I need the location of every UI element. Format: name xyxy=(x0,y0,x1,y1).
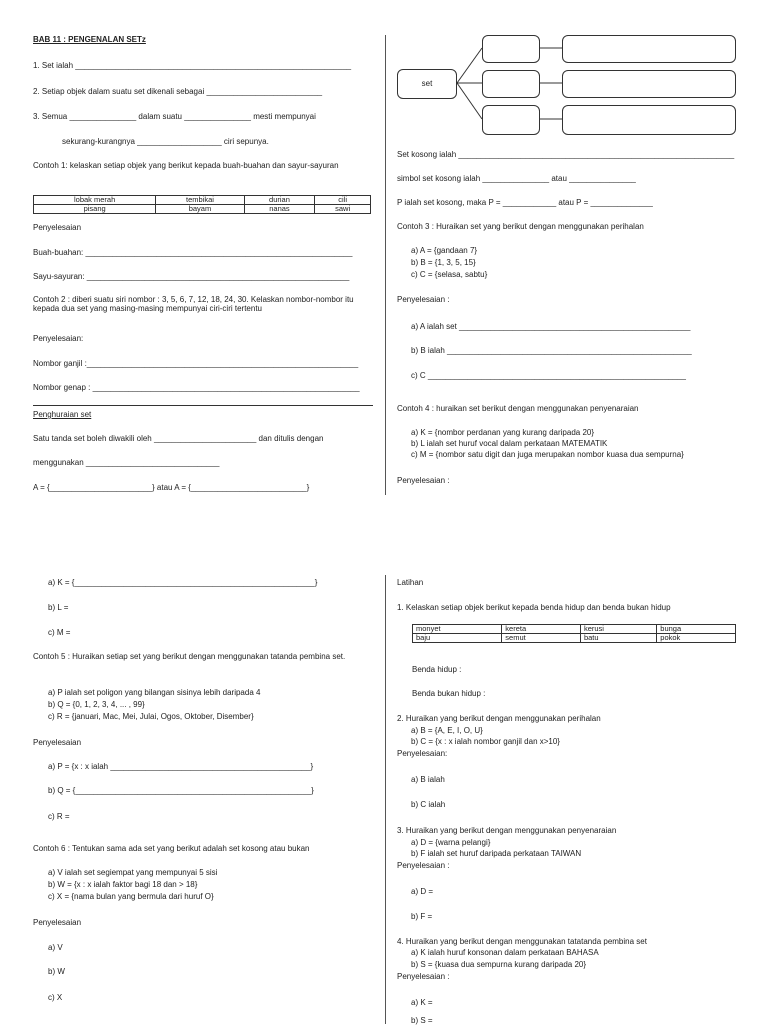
l3-item-b: b) F ialah set huruf daripada perkataan TAIWAN xyxy=(411,849,582,858)
q1-item-1: 1. Set ialah ______________________________________________________________ xyxy=(33,61,352,70)
contoh-1: Contoh 1: kelaskan setiap objek yang berikut kepada buah-buahan dan sayur-sayuran xyxy=(33,161,339,170)
genap-line: Nombor genap : ____________________________________________________________ xyxy=(33,383,360,392)
contoh-5: Contoh 5 : Huraikan setiap set yang berikut dengan menggunakan tatanda pembina set. xyxy=(33,652,346,661)
penyelesaian-label-6: Penyelesaian xyxy=(33,918,82,927)
set-label: set xyxy=(421,79,433,88)
c5-item-a: a) P ialah set poligon yang bilangan sisinya lebih daripada 4 xyxy=(48,688,261,697)
contoh-4: Contoh 4 : huraikan set berikut dengan menggunakan penyenaraian xyxy=(397,404,639,413)
l4-ans-k: a) K = xyxy=(411,998,433,1007)
set-box xyxy=(397,69,457,99)
ganjil-line: Nombor ganjil :_____________________________________________________________ xyxy=(33,359,359,368)
contoh-2: Contoh 2 : diberi suatu siri nombor : 3, 5, 6, 7, 12, 18, 24, 30. Kelaskan nombor-nombor itu kepada dua set yang masing-masing mempunyai ciri-ciri tertentu xyxy=(33,295,354,314)
set-diagram-connectors xyxy=(0,0,768,200)
c6-ans-v: a) V xyxy=(48,943,63,952)
latihan-4: 4. Huraikan yang berikut dengan menggunakan tatatanda pembina set xyxy=(397,937,647,946)
l3-penyelesaian: Penyelesaian : xyxy=(397,861,450,870)
table-cell: tembikai xyxy=(156,196,244,205)
penyelesaian-label-4: Penyelesaian : xyxy=(397,476,450,485)
c6-item-a: a) V ialah set segiempat yang mempunyai 5 sisi xyxy=(48,868,218,877)
c5-ans-a: a) P = {x : x ialah _____________________________________________} xyxy=(48,762,314,771)
l4-penyelesaian: Penyelesaian : xyxy=(397,972,450,981)
table-cell: durian xyxy=(244,196,315,205)
l2-ans-b: a) B ialah xyxy=(411,775,445,784)
table-cell: sawi xyxy=(315,205,371,214)
latihan-2: 2. Huraikan yang berikut dengan menggunakan perihalan xyxy=(397,714,601,723)
diagram-box-right-3 xyxy=(562,105,736,135)
diagram-box-right-2 xyxy=(562,70,736,98)
c5-item-b: b) Q = {0, 1, 2, 3, 4, ... , 99} xyxy=(48,700,145,709)
table-cell: semut xyxy=(502,634,581,643)
table-cell: lobak merah xyxy=(34,196,156,205)
page-title: BAB 11 : PENGENALAN SETz xyxy=(33,35,146,44)
l4-item-a: a) K ialah huruf konsonan dalam perkataan BAHASA xyxy=(411,948,599,957)
q1-item-2: 2. Setiap objek dalam suatu set dikenali sebagai __________________________ xyxy=(33,87,323,96)
l2-item-b: b) C = {x : x ialah nombor ganjil dan x>10} xyxy=(411,737,560,746)
table-cell: pisang xyxy=(34,205,156,214)
latihan-heading: Latihan xyxy=(397,578,424,587)
table-cell: batu xyxy=(580,634,656,643)
penyelesaian-label-2: Penyelesaian: xyxy=(33,334,84,343)
contoh-6: Contoh 6 : Tentukan sama ada set yang berikut adalah set kosong atau bukan xyxy=(33,844,310,853)
c3-ans-b: b) B ialah _______________________________________________________ xyxy=(411,346,692,355)
table-row xyxy=(413,625,736,634)
table-cell: cili xyxy=(315,196,371,205)
contoh-3: Contoh 3 : Huraikan set yang berikut dengan menggunakan perihalan xyxy=(397,222,644,231)
table-row xyxy=(34,205,371,214)
table-cell: monyet xyxy=(413,625,502,634)
q3-ans-k: a) K = {______________________________________________________} xyxy=(48,578,318,587)
l2-item-a: a) B = {A, E, I, O, U} xyxy=(411,726,483,735)
l3-item-a: a) D = {warna pelangi} xyxy=(411,838,491,847)
c3-ans-c: c) C __________________________________________________________ xyxy=(411,371,686,380)
diagram-box-right-1 xyxy=(562,35,736,63)
l3-ans-d: a) D = xyxy=(411,887,434,896)
c5-ans-b: b) Q = {_____________________________________________________} xyxy=(48,786,314,795)
table-row xyxy=(413,634,736,643)
sayur-line: Sayu-sayuran: ___________________________________________________________ xyxy=(33,272,350,281)
latihan-3: 3. Huraikan yang berikut dengan menggunakan penyenaraian xyxy=(397,826,617,835)
p-kosong-line: P ialah set kosong, maka P = ____________ atau P = ______________ xyxy=(397,198,653,207)
c3-ans-a: a) A ialah set ____________________________________________________ xyxy=(411,322,691,331)
table-cell: nanas xyxy=(244,205,315,214)
table-cell: bunga xyxy=(657,625,736,634)
divider-bottom xyxy=(385,575,386,1024)
penghuraian-heading: Penghuraian set xyxy=(33,410,92,419)
c6-ans-w: b) W xyxy=(48,967,65,976)
c3-item-a: a) A = {gandaan 7} xyxy=(411,246,478,255)
tanda-line: Satu tanda set boleh diwakili oleh _______________________ dan ditulis dengan xyxy=(33,434,324,443)
c6-item-b: b) W = {x : x ialah faktor bagi 18 dan > 18} xyxy=(48,880,198,889)
table-cell: kerusi xyxy=(580,625,656,634)
c4-item-a: a) K = {nombor perdanan yang kurang daripada 20} xyxy=(411,428,595,437)
latihan-1: 1. Kelaskan setiap objek berikut kepada benda hidup dan benda bukan hidup xyxy=(397,603,671,612)
l4-item-b: b) S = {kuasa dua sempurna kurang daripada 20} xyxy=(411,960,587,969)
c5-item-c: c) R = {januari, Mac, Mei, Julai, Ogos, Oktober, Disember} xyxy=(48,712,254,721)
c6-ans-x: c) X xyxy=(48,993,63,1002)
section-rule xyxy=(33,405,373,406)
diagram-box-mid-3 xyxy=(482,105,540,135)
table-benda xyxy=(412,624,736,643)
q1-item-3b: sekurang-kurangnya ___________________ ciri sepunya. xyxy=(62,137,269,146)
buah-line: Buah-buahan: ____________________________________________________________ xyxy=(33,248,353,257)
c4-item-c: c) M = {nombor satu digit dan juga merupakan nombor kuasa dua sempurna} xyxy=(411,450,684,459)
diagram-box-mid-1 xyxy=(482,35,540,63)
a-set-line: A = {_______________________} atau A = {__________________________} xyxy=(33,483,310,492)
kosong-line: Set kosong ialah ______________________________________________________________ xyxy=(397,150,735,159)
table-cell: baju xyxy=(413,634,502,643)
c5-ans-c: c) R = xyxy=(48,812,70,821)
table-cell: bayam xyxy=(156,205,244,214)
penyelesaian-label: Penyelesaian xyxy=(33,223,82,232)
l3-ans-f: b) F = xyxy=(411,912,433,921)
c3-item-b: b) B = {1, 3, 5, 15} xyxy=(411,258,476,267)
l2-ans-c: b) C ialah xyxy=(411,800,446,809)
table-cell: kereta xyxy=(502,625,581,634)
l4-ans-s: b) S = xyxy=(411,1016,433,1025)
c3-item-c: c) C = {selasa, sabtu} xyxy=(411,270,488,279)
q1-item-3: 3. Semua _______________ dalam suatu _______________ mesti mempunyai xyxy=(33,112,316,121)
table-cell: pokok xyxy=(657,634,736,643)
q3-ans-l: b) L = xyxy=(48,603,69,612)
l2-penyelesaian: Penyelesaian: xyxy=(397,749,448,758)
simbol-line: simbol set kosong ialah _______________ atau _______________ xyxy=(397,174,636,183)
c4-item-b: b) L ialah set huruf vocal dalam perkataan MATEMATIK xyxy=(411,439,608,448)
diagram-box-mid-2 xyxy=(482,70,540,98)
q3-ans-m: c) M = xyxy=(48,628,71,637)
penyelesaian-label-5: Penyelesaian xyxy=(33,738,82,747)
penyelesaian-label-3: Penyelesaian : xyxy=(397,295,450,304)
menggunakan-line: menggunakan ______________________________ xyxy=(33,458,220,467)
c6-item-c: c) X = {nama bulan yang bermula dari huruf O} xyxy=(48,892,214,901)
benda-bukan-hidup: Benda bukan hidup : xyxy=(412,689,486,698)
benda-hidup: Benda hidup : xyxy=(412,665,462,674)
